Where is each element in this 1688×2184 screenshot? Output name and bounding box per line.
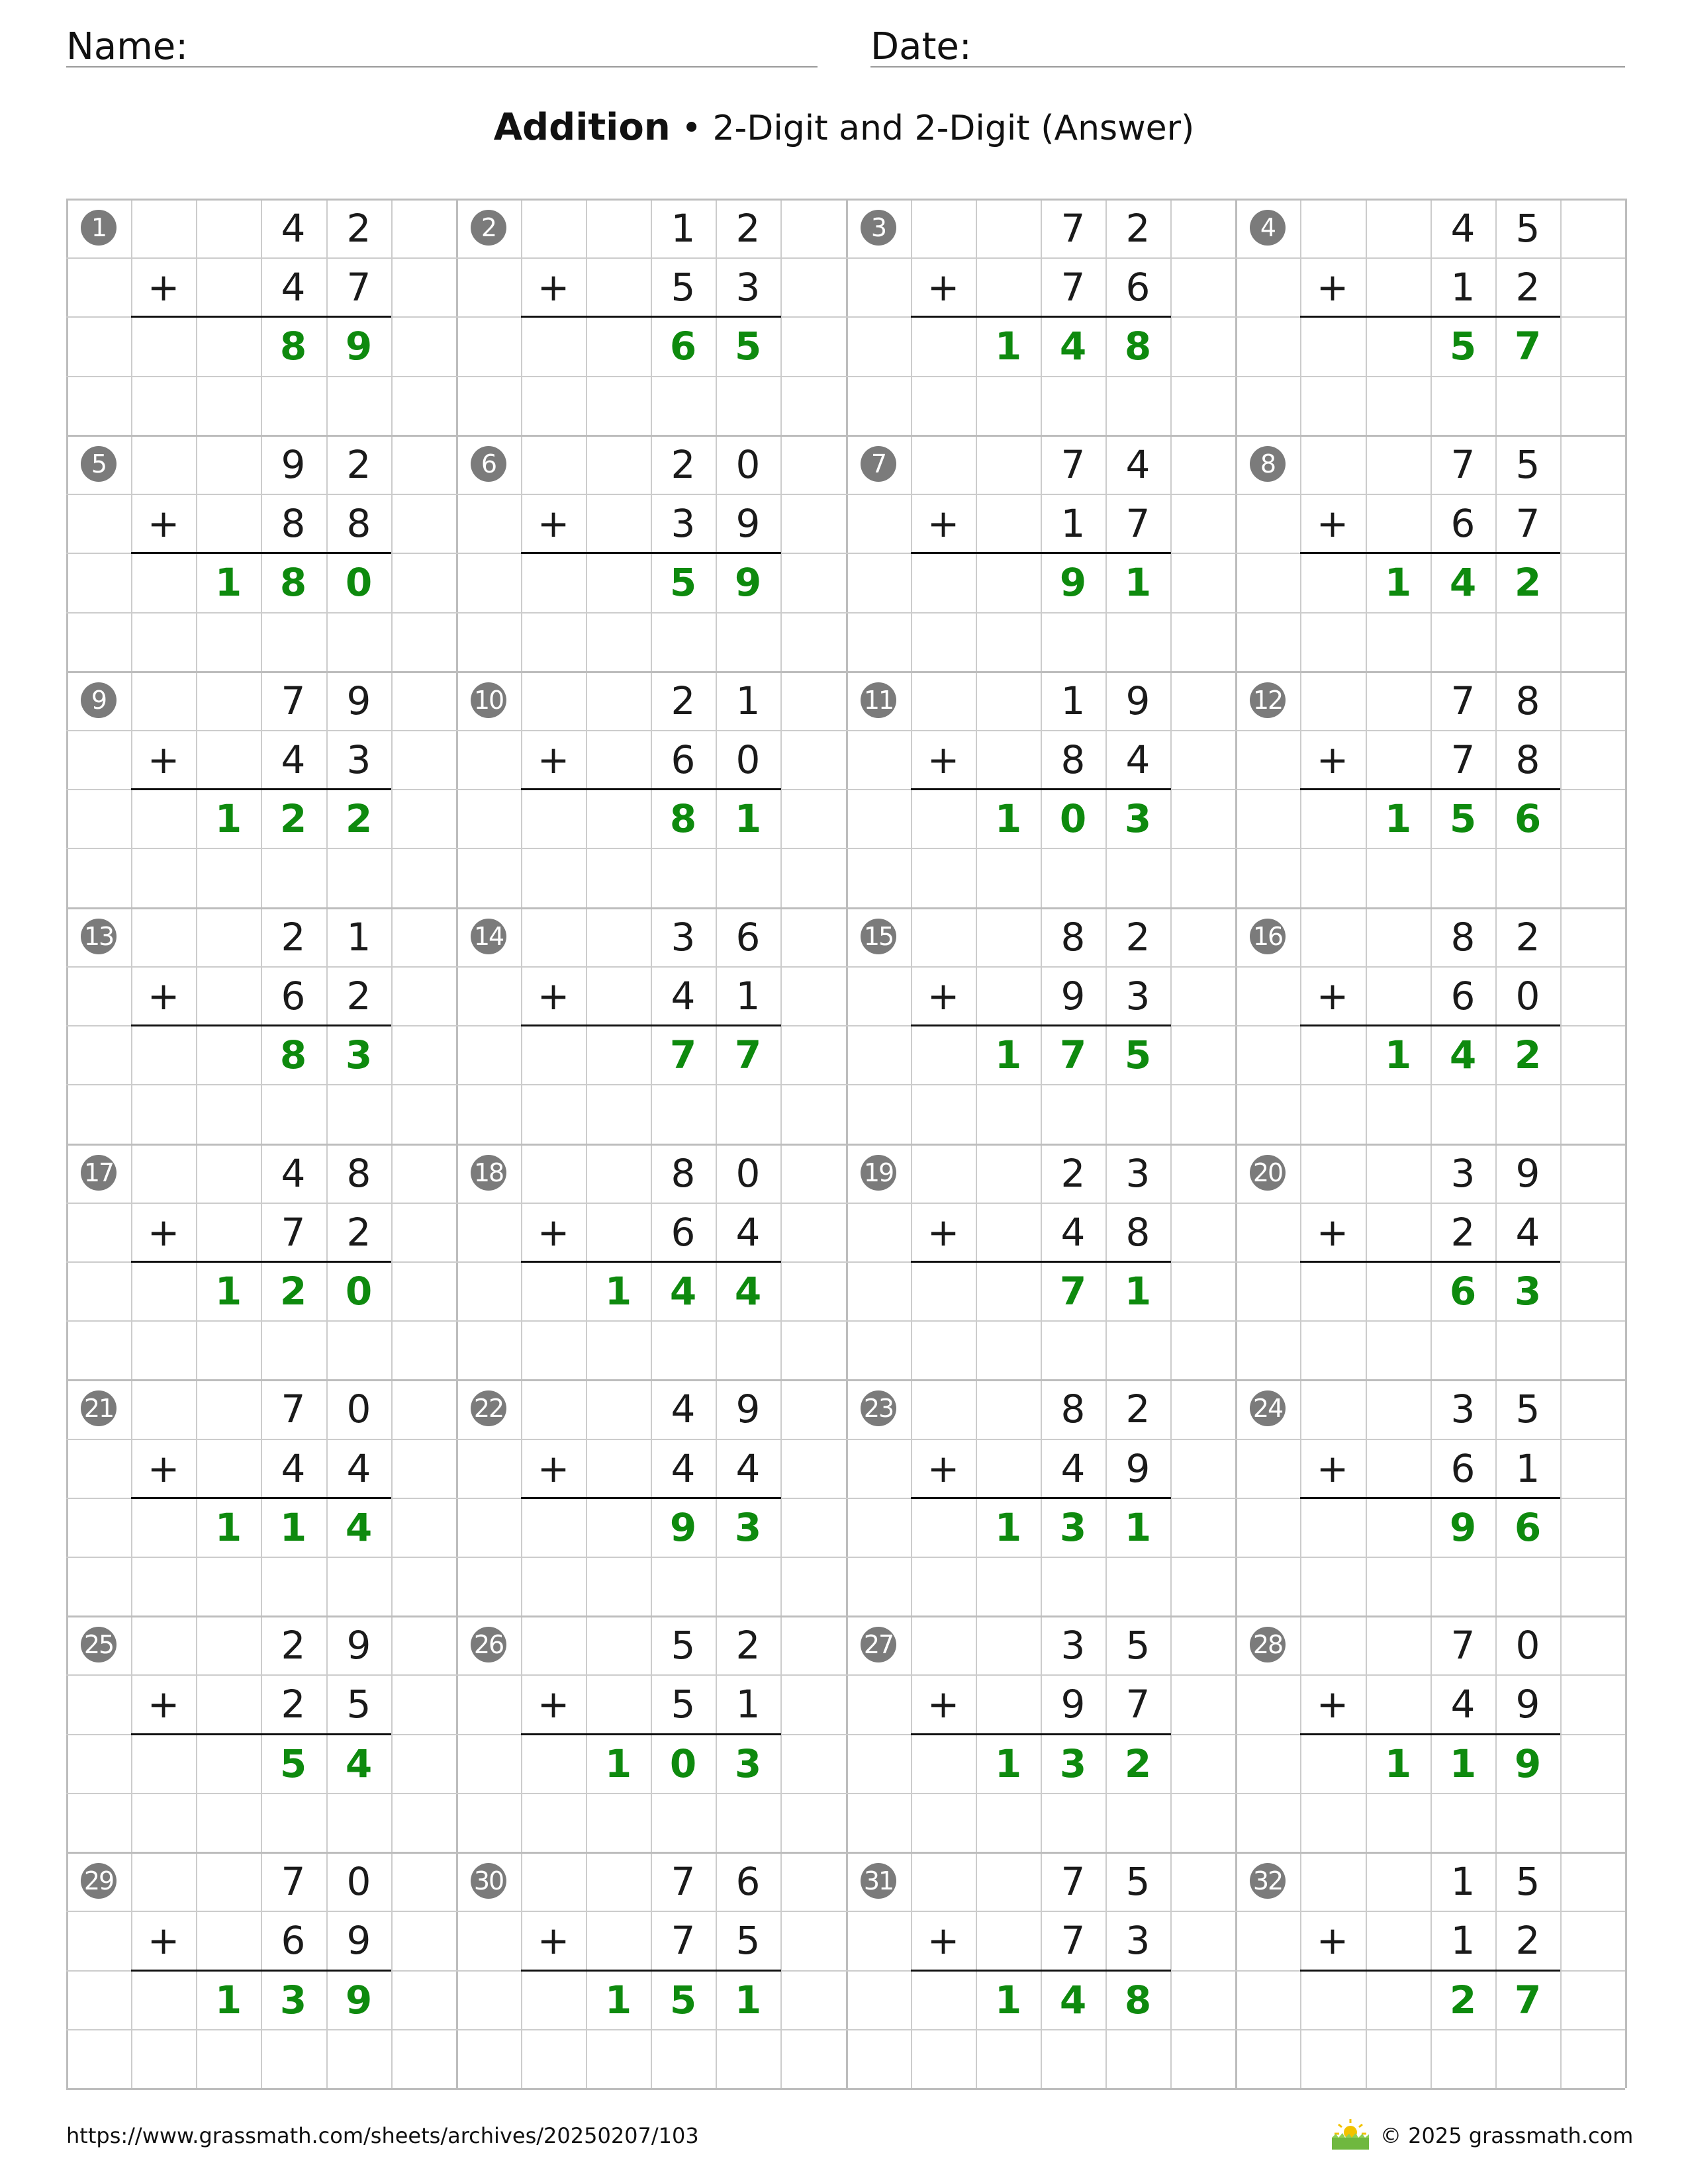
answer-digit: 6 <box>1514 1504 1542 1550</box>
addend-digit: 8 <box>346 1150 371 1196</box>
grid-hline <box>66 376 1625 377</box>
addend-digit: 4 <box>281 1445 306 1491</box>
addend-digit: 9 <box>1125 1445 1150 1491</box>
problem-number-badge: 11 <box>861 682 896 718</box>
problem-number-badge: 18 <box>471 1155 506 1191</box>
addend-digit: 9 <box>1515 1681 1540 1727</box>
plus-sign: + <box>147 500 180 546</box>
addend-digit: 9 <box>735 1386 761 1432</box>
answer-digit: 1 <box>994 323 1022 369</box>
addend-digit: 5 <box>346 1681 371 1727</box>
answer-digit: 9 <box>345 323 373 369</box>
addend-digit: 6 <box>1450 1445 1476 1491</box>
addend-digit: 7 <box>1450 737 1476 782</box>
answer-digit: 4 <box>1059 323 1087 369</box>
plus-sign: + <box>927 1681 960 1727</box>
answer-digit: 1 <box>1124 1504 1152 1550</box>
problem-number-badge: 20 <box>1250 1155 1286 1191</box>
name-label: Name: <box>66 25 189 68</box>
addend-digit: 9 <box>281 441 306 487</box>
answer-digit: 1 <box>1384 1741 1412 1786</box>
addend-digit: 4 <box>1450 1681 1476 1727</box>
addend-digit: 0 <box>1515 973 1540 1019</box>
grid-vline <box>1625 199 1627 2088</box>
addend-digit: 4 <box>281 264 306 310</box>
addend-digit: 6 <box>281 1917 306 1963</box>
answer-digit: 9 <box>1059 559 1087 605</box>
addend-digit: 7 <box>671 1917 696 1963</box>
addend-digit: 0 <box>1515 1622 1540 1668</box>
addend-digit: 4 <box>1060 1445 1086 1491</box>
addend-digit: 4 <box>1515 1209 1540 1255</box>
addend-digit: 6 <box>1450 500 1476 546</box>
addend-digit: 9 <box>346 1917 371 1963</box>
answer-digit: 4 <box>1059 1977 1087 2023</box>
answer-digit: 4 <box>669 1268 697 1314</box>
answer-digit: 9 <box>1449 1504 1477 1550</box>
addend-digit: 2 <box>281 1622 306 1668</box>
problem-number-badge: 12 <box>1250 682 1286 718</box>
addend-digit: 2 <box>1515 1917 1540 1963</box>
answer-digit: 1 <box>214 1504 242 1550</box>
problem-number-badge: 22 <box>471 1390 506 1426</box>
problem-number-badge: 6 <box>471 446 506 482</box>
answer-digit: 1 <box>994 1741 1022 1786</box>
addend-digit: 1 <box>1450 264 1476 310</box>
plus-sign: + <box>927 500 960 546</box>
answer-digit: 5 <box>1449 796 1477 841</box>
addend-digit: 7 <box>281 678 306 723</box>
problem-number-badge: 15 <box>861 919 896 954</box>
addend-digit: 7 <box>1060 205 1086 251</box>
addend-digit: 4 <box>1450 205 1476 251</box>
answer-digit: 9 <box>669 1504 697 1550</box>
addend-digit: 1 <box>735 973 761 1019</box>
answer-digit: 7 <box>1059 1032 1087 1077</box>
answer-digit: 1 <box>734 1977 762 2023</box>
problem-number-badge: 26 <box>471 1627 506 1662</box>
grid-hline <box>66 612 1625 614</box>
answer-digit: 2 <box>1514 559 1542 605</box>
answer-digit: 1 <box>214 1977 242 2023</box>
addend-digit: 5 <box>735 1917 761 1963</box>
answer-digit: 8 <box>279 1032 307 1077</box>
plus-sign: + <box>1316 1917 1349 1963</box>
addend-digit: 2 <box>1450 1209 1476 1255</box>
problem-number-badge: 19 <box>861 1155 896 1191</box>
plus-sign: + <box>147 737 180 782</box>
addend-digit: 4 <box>1125 737 1150 782</box>
addend-digit: 9 <box>346 678 371 723</box>
plus-sign: + <box>537 737 570 782</box>
addend-digit: 2 <box>346 1209 371 1255</box>
addend-digit: 1 <box>735 678 761 723</box>
addend-digit: 3 <box>735 264 761 310</box>
answer-digit: 1 <box>604 1977 632 2023</box>
title-bullet: • <box>670 109 713 148</box>
problem-number-badge: 7 <box>861 446 896 482</box>
answer-digit: 5 <box>1449 323 1477 369</box>
grid-hline <box>66 2029 1625 2030</box>
date-field-line[interactable] <box>870 66 1625 68</box>
problem-number-badge: 10 <box>471 682 506 718</box>
problem-number-badge: 9 <box>81 682 117 718</box>
addend-digit: 1 <box>1450 1858 1476 1904</box>
addend-digit: 5 <box>1125 1622 1150 1668</box>
answer-digit: 3 <box>279 1977 307 2023</box>
grid-hline <box>66 1793 1625 1794</box>
answer-digit: 8 <box>1124 1977 1152 2023</box>
addend-digit: 3 <box>1450 1150 1476 1196</box>
problem-number-badge: 25 <box>81 1627 117 1662</box>
problem-number-badge: 31 <box>861 1863 896 1899</box>
addend-digit: 4 <box>671 1386 696 1432</box>
addend-digit: 7 <box>1060 264 1086 310</box>
plus-sign: + <box>147 1209 180 1255</box>
addend-digit: 1 <box>671 205 696 251</box>
addend-digit: 2 <box>671 678 696 723</box>
answer-digit: 9 <box>734 559 762 605</box>
plus-sign: + <box>537 264 570 310</box>
addend-digit: 3 <box>1125 1150 1150 1196</box>
addend-digit: 0 <box>346 1386 371 1432</box>
addend-digit: 2 <box>1125 1386 1150 1432</box>
addend-digit: 4 <box>671 1445 696 1491</box>
problem-number-badge: 5 <box>81 446 117 482</box>
addend-digit: 2 <box>346 205 371 251</box>
answer-digit: 0 <box>345 1268 373 1314</box>
addend-digit: 6 <box>281 973 306 1019</box>
addend-digit: 7 <box>1125 1681 1150 1727</box>
plus-sign: + <box>1316 1445 1349 1491</box>
addend-digit: 2 <box>1060 1150 1086 1196</box>
grid-hline <box>66 1320 1625 1322</box>
answer-digit: 1 <box>604 1741 632 1786</box>
answer-digit: 1 <box>1449 1741 1477 1786</box>
addend-digit: 1 <box>1450 1917 1476 1963</box>
answer-digit: 1 <box>1384 796 1412 841</box>
addend-digit: 5 <box>1515 1858 1540 1904</box>
answer-digit: 7 <box>1514 1977 1542 2023</box>
addend-digit: 7 <box>1450 441 1476 487</box>
addend-digit: 7 <box>281 1386 306 1432</box>
answer-digit: 2 <box>1449 1977 1477 2023</box>
addend-digit: 8 <box>671 1150 696 1196</box>
addend-digit: 7 <box>1060 1917 1086 1963</box>
addend-digit: 7 <box>671 1858 696 1904</box>
answer-digit: 1 <box>994 1032 1022 1077</box>
plus-sign: + <box>1316 1681 1349 1727</box>
plus-sign: + <box>147 1681 180 1727</box>
problem-number-badge: 30 <box>471 1863 506 1899</box>
addend-digit: 5 <box>1515 205 1540 251</box>
problem-number-badge: 28 <box>1250 1627 1286 1662</box>
answer-digit: 5 <box>1124 1032 1152 1077</box>
grassmath-logo-icon <box>1331 2118 1370 2151</box>
answer-digit: 3 <box>345 1032 373 1077</box>
addend-digit: 1 <box>1060 500 1086 546</box>
addend-digit: 1 <box>735 1681 761 1727</box>
addend-digit: 4 <box>1060 1209 1086 1255</box>
addend-digit: 3 <box>1125 973 1150 1019</box>
addend-digit: 8 <box>1060 737 1086 782</box>
problem-number-badge: 13 <box>81 919 117 954</box>
addend-digit: 7 <box>1450 1622 1476 1668</box>
plus-sign: + <box>537 1917 570 1963</box>
addend-digit: 2 <box>735 1622 761 1668</box>
answer-digit: 6 <box>1449 1268 1477 1314</box>
addend-digit: 8 <box>1515 737 1540 782</box>
problem-number-badge: 21 <box>81 1390 117 1426</box>
addend-digit: 9 <box>1060 1681 1086 1727</box>
plus-sign: + <box>537 1445 570 1491</box>
answer-digit: 9 <box>345 1977 373 2023</box>
addend-digit: 0 <box>735 1150 761 1196</box>
plus-sign: + <box>147 1917 180 1963</box>
addend-digit: 9 <box>346 1622 371 1668</box>
addend-digit: 8 <box>1515 678 1540 723</box>
addend-digit: 4 <box>735 1445 761 1491</box>
problem-grid <box>66 199 1625 2088</box>
answer-digit: 1 <box>1384 1032 1412 1077</box>
addend-digit: 9 <box>735 500 761 546</box>
addend-digit: 4 <box>1125 441 1150 487</box>
title-main: Addition <box>493 106 671 149</box>
answer-digit: 1 <box>604 1268 632 1314</box>
answer-digit: 1 <box>1124 559 1152 605</box>
addend-digit: 9 <box>1515 1150 1540 1196</box>
answer-digit: 4 <box>345 1504 373 1550</box>
addend-digit: 6 <box>1125 264 1150 310</box>
addend-digit: 6 <box>735 1858 761 1904</box>
answer-digit: 7 <box>734 1032 762 1077</box>
addend-digit: 1 <box>1515 1445 1540 1491</box>
addend-digit: 3 <box>671 500 696 546</box>
plus-sign: + <box>927 737 960 782</box>
addend-digit: 0 <box>735 737 761 782</box>
addend-digit: 8 <box>1060 1386 1086 1432</box>
addend-digit: 3 <box>1060 1622 1086 1668</box>
answer-digit: 4 <box>1449 1032 1477 1077</box>
answer-digit: 1 <box>214 559 242 605</box>
addend-digit: 1 <box>1060 678 1086 723</box>
answer-digit: 7 <box>1514 323 1542 369</box>
addend-digit: 0 <box>346 1858 371 1904</box>
footer-copyright: © 2025 grassmath.com <box>1380 2123 1634 2148</box>
addend-digit: 8 <box>1060 914 1086 960</box>
addend-digit: 4 <box>735 1209 761 1255</box>
addend-digit: 2 <box>1125 914 1150 960</box>
problem-number-badge: 2 <box>471 210 506 246</box>
name-field-line[interactable] <box>66 66 818 68</box>
plus-sign: + <box>1316 264 1349 310</box>
addend-digit: 3 <box>671 914 696 960</box>
answer-digit: 4 <box>1449 559 1477 605</box>
addend-digit: 7 <box>1515 500 1540 546</box>
plus-sign: + <box>537 1209 570 1255</box>
answer-digit: 1 <box>994 1977 1022 2023</box>
problem-number-badge: 4 <box>1250 210 1286 246</box>
date-label: Date: <box>870 25 972 68</box>
addend-digit: 6 <box>671 737 696 782</box>
plus-sign: + <box>927 1445 960 1491</box>
problem-number-badge: 14 <box>471 919 506 954</box>
plus-sign: + <box>537 1681 570 1727</box>
addend-digit: 5 <box>671 1681 696 1727</box>
addend-digit: 7 <box>1125 500 1150 546</box>
answer-digit: 6 <box>1514 796 1542 841</box>
answer-digit: 8 <box>1124 323 1152 369</box>
addend-digit: 7 <box>346 264 371 310</box>
addend-digit: 9 <box>1125 678 1150 723</box>
problem-number-badge: 16 <box>1250 919 1286 954</box>
addend-digit: 6 <box>671 1209 696 1255</box>
addend-digit: 8 <box>281 500 306 546</box>
plus-sign: + <box>537 973 570 1019</box>
addend-digit: 5 <box>1515 1386 1540 1432</box>
answer-digit: 0 <box>345 559 373 605</box>
answer-digit: 5 <box>669 1977 697 2023</box>
addend-digit: 2 <box>346 441 371 487</box>
answer-digit: 0 <box>669 1741 697 1786</box>
grid-hline <box>66 848 1625 849</box>
answer-digit: 1 <box>994 1504 1022 1550</box>
answer-digit: 5 <box>669 559 697 605</box>
addend-digit: 2 <box>1515 264 1540 310</box>
addend-digit: 4 <box>671 973 696 1019</box>
answer-digit: 2 <box>1124 1741 1152 1786</box>
answer-digit: 4 <box>734 1268 762 1314</box>
addend-digit: 2 <box>281 1681 306 1727</box>
addend-digit: 6 <box>1450 973 1476 1019</box>
answer-digit: 3 <box>734 1741 762 1786</box>
plus-sign: + <box>927 264 960 310</box>
addend-digit: 0 <box>735 441 761 487</box>
addend-digit: 4 <box>281 737 306 782</box>
addend-digit: 7 <box>1060 441 1086 487</box>
addend-digit: 3 <box>346 737 371 782</box>
plus-sign: + <box>147 264 180 310</box>
problem-number-badge: 3 <box>861 210 896 246</box>
answer-digit: 8 <box>279 323 307 369</box>
answer-digit: 7 <box>669 1032 697 1077</box>
problem-number-badge: 23 <box>861 1390 896 1426</box>
addend-digit: 8 <box>1125 1209 1150 1255</box>
answer-digit: 3 <box>1059 1741 1087 1786</box>
answer-digit: 3 <box>1124 796 1152 841</box>
answer-digit: 0 <box>1059 796 1087 841</box>
worksheet-title <box>0 106 1688 149</box>
answer-digit: 2 <box>345 796 373 841</box>
answer-digit: 2 <box>1514 1032 1542 1077</box>
addend-digit: 2 <box>346 973 371 1019</box>
addend-digit: 3 <box>1125 1917 1150 1963</box>
addend-digit: 5 <box>671 264 696 310</box>
answer-digit: 1 <box>214 1268 242 1314</box>
addend-digit: 7 <box>281 1858 306 1904</box>
addend-digit: 7 <box>1450 678 1476 723</box>
addend-digit: 5 <box>1125 1858 1150 1904</box>
answer-digit: 5 <box>279 1741 307 1786</box>
plus-sign: + <box>1316 973 1349 1019</box>
answer-digit: 7 <box>1059 1268 1087 1314</box>
answer-digit: 2 <box>279 796 307 841</box>
answer-digit: 5 <box>734 323 762 369</box>
answer-digit: 1 <box>734 796 762 841</box>
addend-digit: 7 <box>1060 1858 1086 1904</box>
answer-digit: 3 <box>1514 1268 1542 1314</box>
answer-digit: 3 <box>734 1504 762 1550</box>
problem-number-badge: 32 <box>1250 1863 1286 1899</box>
answer-digit: 4 <box>345 1741 373 1786</box>
addend-digit: 2 <box>1515 914 1540 960</box>
addend-digit: 4 <box>281 1150 306 1196</box>
answer-digit: 1 <box>994 796 1022 841</box>
addend-digit: 7 <box>281 1209 306 1255</box>
addend-digit: 2 <box>1125 205 1150 251</box>
plus-sign: + <box>537 500 570 546</box>
problem-number-badge: 17 <box>81 1155 117 1191</box>
addend-digit: 5 <box>1515 441 1540 487</box>
answer-digit: 1 <box>214 796 242 841</box>
plus-sign: + <box>147 1445 180 1491</box>
problem-number-badge: 1 <box>81 210 117 246</box>
addend-digit: 9 <box>1060 973 1086 1019</box>
answer-digit: 2 <box>279 1268 307 1314</box>
addend-digit: 1 <box>346 914 371 960</box>
problem-number-badge: 29 <box>81 1863 117 1899</box>
answer-digit: 8 <box>279 559 307 605</box>
answer-digit: 1 <box>1124 1268 1152 1314</box>
answer-digit: 3 <box>1059 1504 1087 1550</box>
answer-digit: 9 <box>1514 1741 1542 1786</box>
grid-hline <box>66 1557 1625 1558</box>
addend-digit: 8 <box>1450 914 1476 960</box>
addend-digit: 4 <box>281 205 306 251</box>
addend-digit: 6 <box>735 914 761 960</box>
problem-number-badge: 8 <box>1250 446 1286 482</box>
plus-sign: + <box>927 1209 960 1255</box>
addend-digit: 4 <box>346 1445 371 1491</box>
grid-hline <box>66 2088 1625 2090</box>
addend-digit: 2 <box>671 441 696 487</box>
grid-hline <box>66 1084 1625 1085</box>
addend-digit: 5 <box>671 1622 696 1668</box>
problem-number-badge: 27 <box>861 1627 896 1662</box>
answer-digit: 6 <box>669 323 697 369</box>
addend-digit: 8 <box>346 500 371 546</box>
addend-digit: 3 <box>1450 1386 1476 1432</box>
problem-number-badge: 24 <box>1250 1390 1286 1426</box>
plus-sign: + <box>1316 500 1349 546</box>
answer-digit: 1 <box>1384 559 1412 605</box>
footer-url[interactable]: https://www.grassmath.com/sheets/archives/20250207/103 <box>66 2123 699 2148</box>
plus-sign: + <box>927 973 960 1019</box>
plus-sign: + <box>1316 1209 1349 1255</box>
addend-digit: 2 <box>735 205 761 251</box>
addend-digit: 2 <box>281 914 306 960</box>
plus-sign: + <box>1316 737 1349 782</box>
answer-digit: 8 <box>669 796 697 841</box>
title-subtitle: 2-Digit and 2-Digit (Answer) <box>712 109 1195 148</box>
plus-sign: + <box>147 973 180 1019</box>
plus-sign: + <box>927 1917 960 1963</box>
answer-digit: 1 <box>279 1504 307 1550</box>
